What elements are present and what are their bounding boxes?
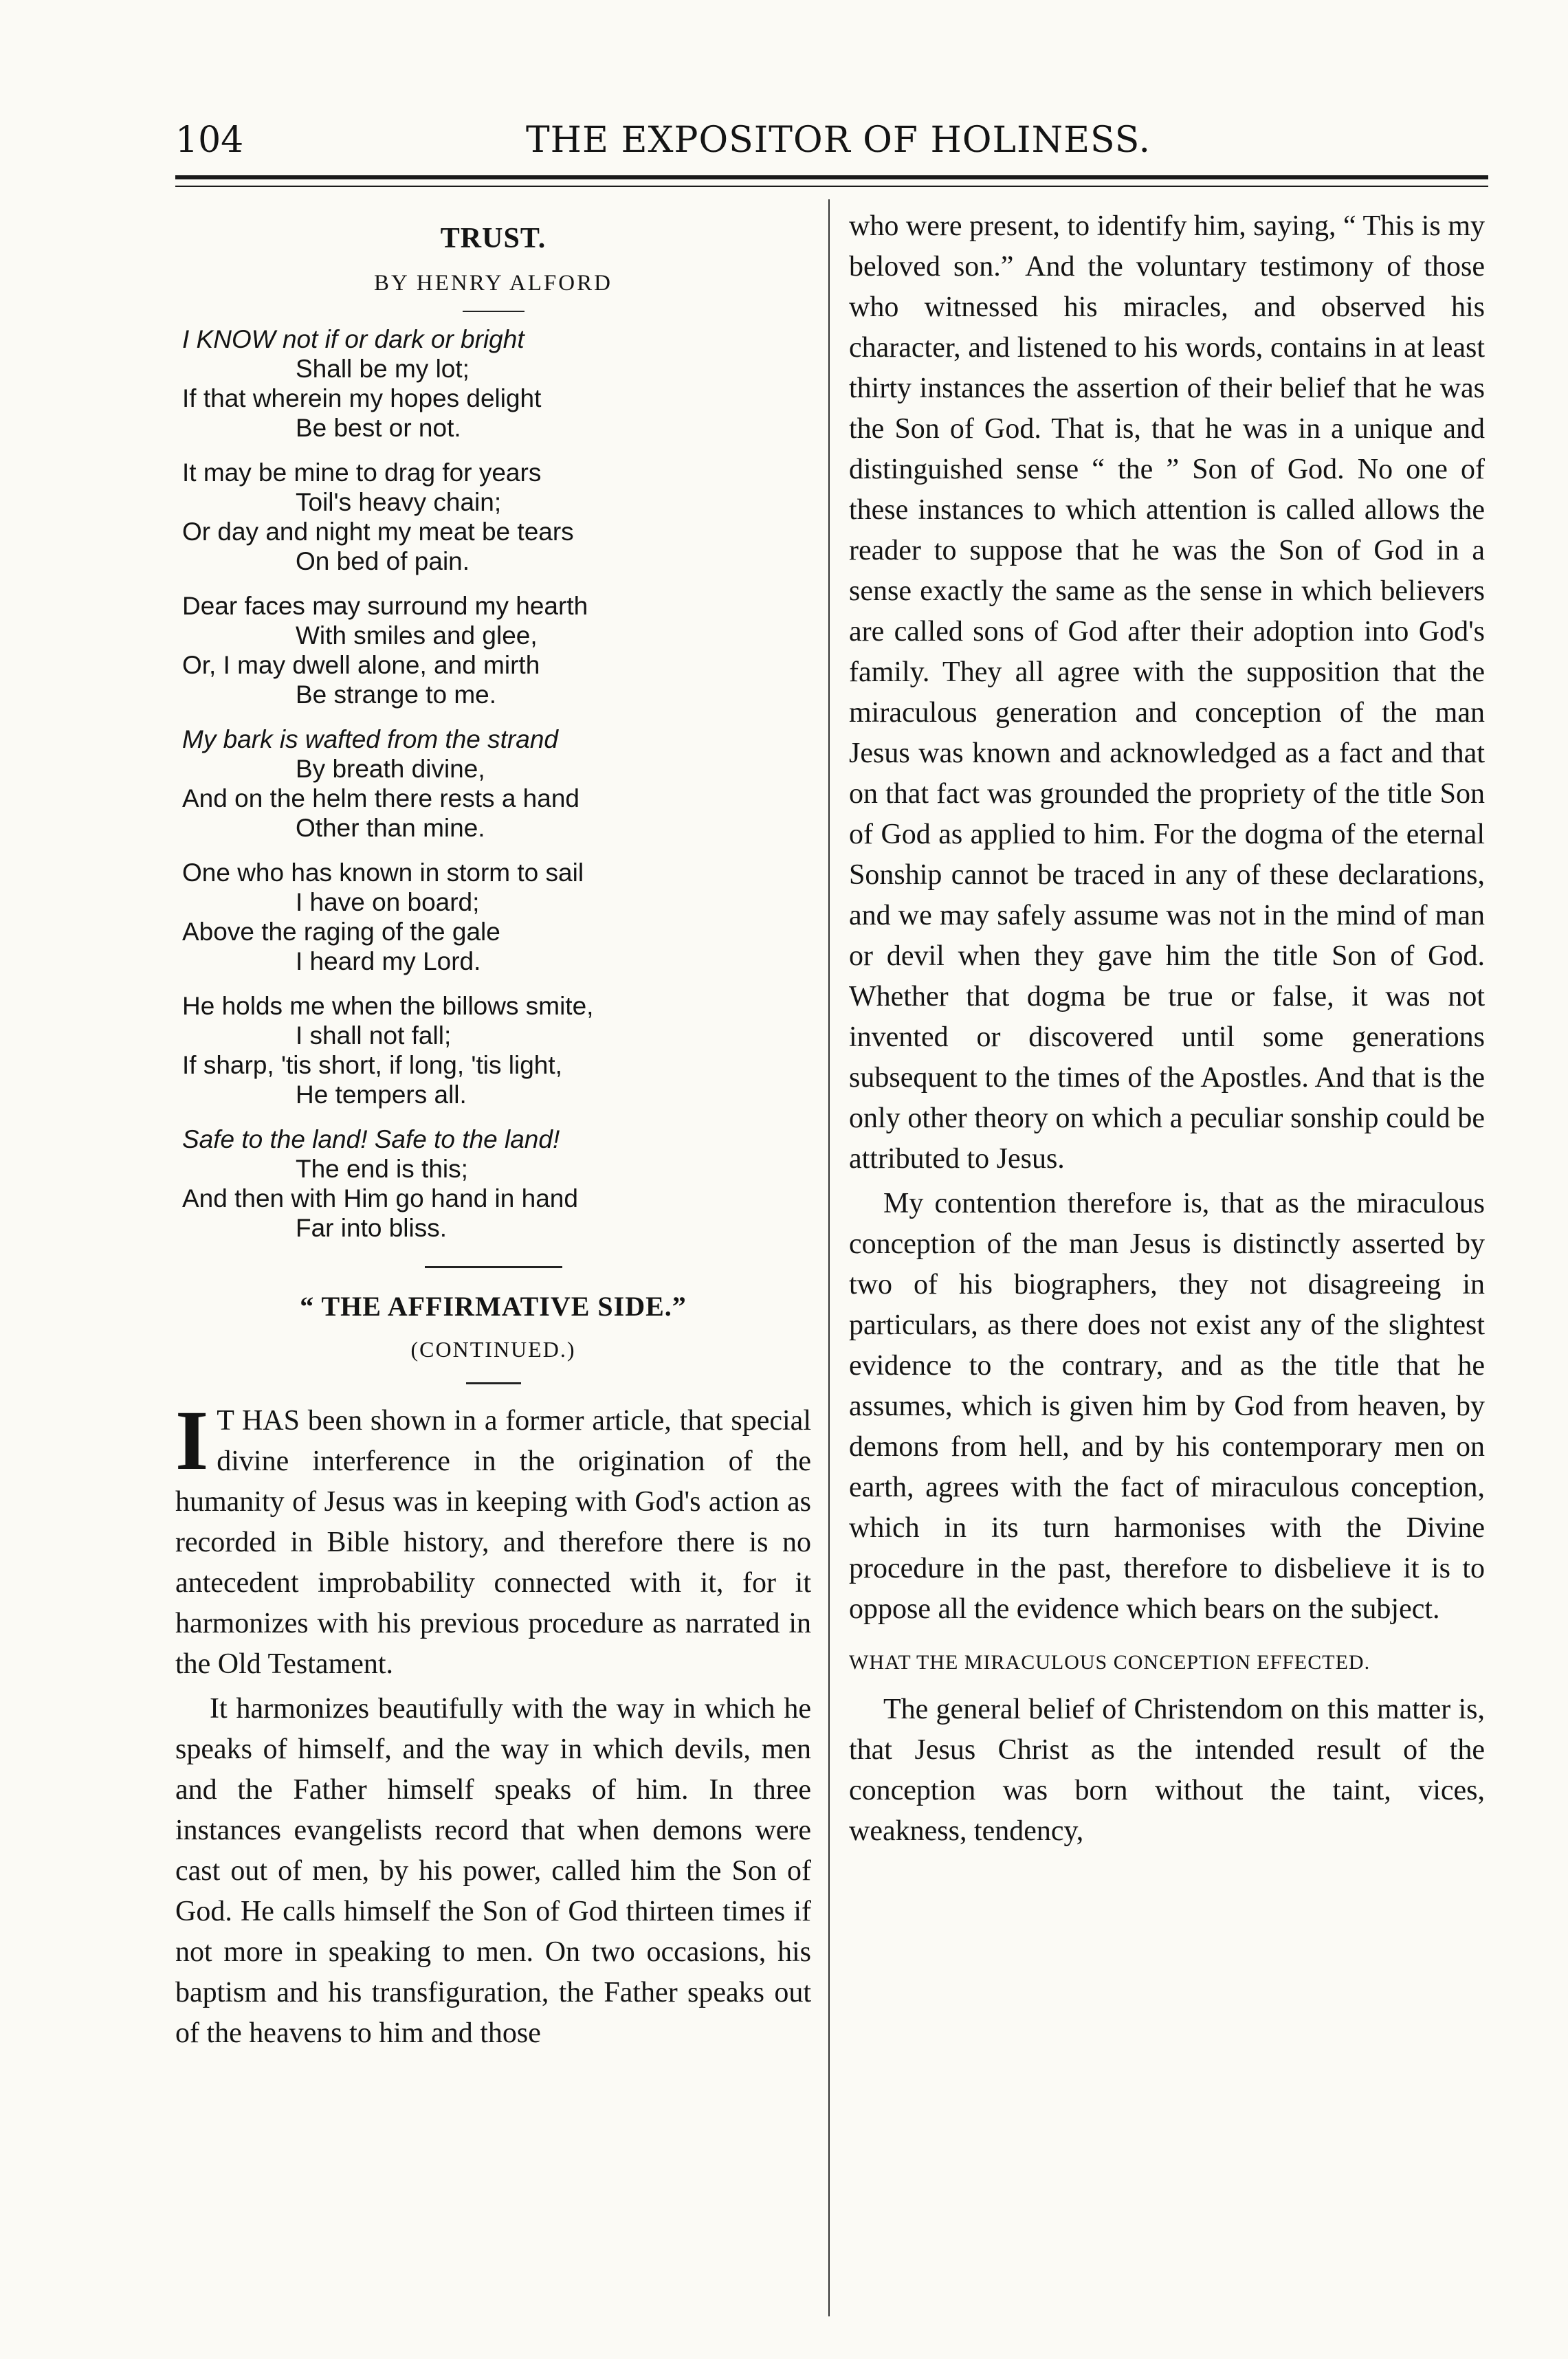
article-paragraph: who were present, to identify him, saying, “ This is my beloved son.” And the voluntary testimony of those who witnessed his miracles, and observed his character, and listened to his words, contains in at least thirty instances the assertion of their belief that he was the Son of God. That is, that he was in a unique and distinguished sense “ the ” Son of God. No one of these instances to which attention is called allows the reader to suppose that he was the Son of God in a sense exactly the same as the sense in which believers are called sons of God after their adoption into God's family. They all agree with the supposition that the miraculous generation and conception of the man Jesus was known and acknowledged as a fact and that on that fact was grounded the propriety of the title Son of God as applied to him. For the dogma of the eternal Sonship cannot be traced in any of these declarations, and we may safely assume was not in the mind of man or devil when they gave him the title Son of God. Whether that dogma be true or false, it was not invented or discovered until some generations subsequent to the times of the Apostles. And that is the only other theory on which a peculiar sonship could be attributed to Jesus.: [849, 210, 1485, 1175]
page-number: 104: [175, 120, 244, 161]
poem-line: I have on board;: [296, 888, 480, 916]
article-paragraph: My contention therefore is, that as the miraculous conception of the man Jesus is distinctly asserted by two of his biographers, they not disagreeing in particulars, as there does not exist any of the slightest evidence to the contrary, and as the title that he assumes, which is given him by God from heaven, by demons from hell, and by his contemporary men on earth, agrees with the fact of miraculous conception, which in its turn harmonises with the Divine procedure in the past, therefore to disbelieve it is to oppose all the evidence which bears on the subject.: [849, 1188, 1485, 1625]
poem-line: Other than mine.: [296, 814, 485, 842]
poem-line: He holds me when the billows smite,: [182, 992, 594, 1020]
poem-line: Shall be my lot;: [296, 355, 470, 383]
poem-line: And on the helm there rests a hand: [182, 784, 579, 812]
poem-line: Safe to the land! Safe to the land!: [182, 1125, 560, 1153]
left-column: [175, 206, 811, 2054]
poem-line: Be strange to me.: [296, 680, 497, 709]
paragraph-text: T HAS been shown in a former article, that special divine interference in the origination of the humanity of Jesus was in keeping with God's action as recorded in Bible history, and therefore there is no antecedent improbability connected with it, for it harmonizes with his previous procedure as narrated in the Old Testament.: [175, 1405, 811, 1680]
poem-line: He tempers all.: [296, 1081, 467, 1109]
section-heading: WHAT THE MIRACULOUS CONCEPTION EFFECTED.: [849, 1651, 1371, 1674]
poem-line: My bark is wafted from the strand: [182, 725, 558, 753]
poem-line: It may be mine to drag for years: [182, 458, 542, 487]
poem-byline: BY HENRY ALFORD: [374, 271, 612, 296]
poem-line: With smiles and glee,: [296, 621, 538, 650]
article-paragraph: The general belief of Christendom on this matter is, that Jesus Christ as the intended result of the conception was born without the taint, vices, weakness, tendency,: [849, 1694, 1485, 1847]
poem-stanza: [175, 991, 811, 1109]
poem-line: Toil's heavy chain;: [296, 488, 502, 516]
poem-stanza: [175, 458, 811, 576]
article-paragraph: It harmonizes beautifully with the way in which he speaks of himself, and the way in which devils, men and the Father himself speaks of him. In three instances evangelists record that when demons were cast out of men, by his power, called him the Son of God. He calls himself the Son of God thirteen times if not more in speaking to men. On two occasions, his baptism and his transfiguration, the Father speaks out of the heavens to him and those: [175, 1693, 811, 2049]
poem-stanza: [175, 858, 811, 976]
article-paragraph: [175, 1393, 811, 1685]
drop-cap: I: [175, 1393, 209, 1487]
right-column: [849, 206, 1485, 1852]
poem-line: On bed of pain.: [296, 547, 470, 575]
poem-line: If that wherein my hopes delight: [182, 384, 542, 412]
article-title: “ THE AFFIRMATIVE SIDE.”: [300, 1291, 687, 1322]
header-rule-thick: [175, 175, 1488, 179]
column-divider: [828, 199, 830, 2316]
poem-line: Dear faces may surround my hearth: [182, 592, 588, 620]
poem-line: Or, I may dwell alone, and mirth: [182, 651, 540, 679]
poem-line: Be best or not.: [296, 414, 461, 442]
poem-line: Far into bliss.: [296, 1214, 448, 1242]
article-title-rule: [466, 1382, 521, 1384]
poem-line: I KNOW not if or dark or bright: [182, 325, 524, 353]
poem-line: Above the raging of the gale: [182, 918, 500, 946]
poem-line: By breath divine,: [296, 755, 485, 783]
section-rule: [425, 1266, 562, 1268]
poem-stanza: [175, 1125, 811, 1243]
page-header: [175, 117, 1481, 172]
poem-line: One who has known in storm to sail: [182, 859, 584, 887]
poem-title-rule: [463, 311, 524, 312]
poem-line: I heard my Lord.: [296, 947, 481, 975]
running-title: THE EXPOSITOR OF HOLINESS.: [526, 120, 1151, 161]
poem-line: I shall not fall;: [296, 1021, 452, 1050]
article-continued: (CONTINUED.): [410, 1337, 576, 1362]
poem-line: And then with Him go hand in hand: [182, 1184, 578, 1212]
poem-line: The end is this;: [296, 1155, 468, 1183]
poem-stanza: [175, 591, 811, 709]
poem-line: If sharp, 'tis short, if long, 'tis light,: [182, 1051, 562, 1079]
poem-stanza: [175, 324, 811, 443]
poem-stanza: [175, 724, 811, 843]
header-rule-thin: [175, 186, 1488, 187]
poem-title: TRUST.: [440, 223, 546, 254]
poem-line: Or day and night my meat be tears: [182, 518, 574, 546]
